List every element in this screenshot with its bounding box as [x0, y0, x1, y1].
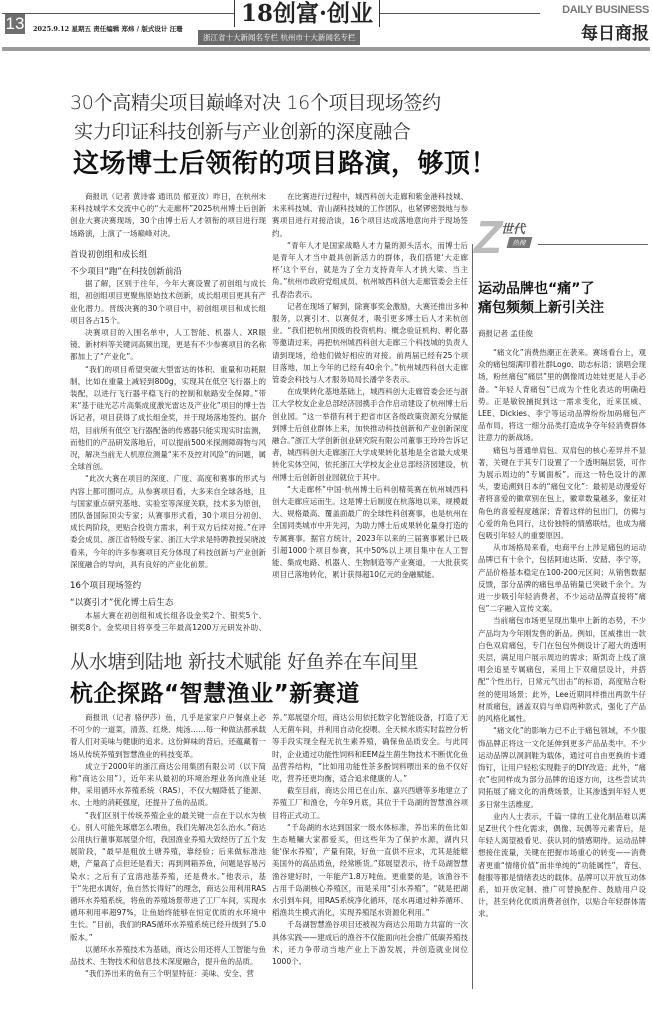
paragraph: 商报讯（记者 骆伊莎）鱼，几乎是家家户户餐桌上必不可少的一道菜，清蒸、红烧、炖汤……每一种做法都承载着人们对美味与健康的追求。这份鲜味的背后，还蕴藏着一场从传统养殖到智慧渔业的科技变革。	[70, 713, 266, 759]
paragraph: “我们的项目希望突破大型雷达的体积、重量和功耗限制，比如在重量上减轻到800g，实现其在低空飞行器上的装配，以进行飞行器平稳飞行的控制和航路安全保障。”带来“基于硅光芯片高集成度激光雷达及产业化”项目的博士告诉记者，项目获得了成长组金奖，并于现场落地签约。据介绍，目前所有低空飞行器配备的传感器只能实现实时监测，而他们的产品研发落地后，可以提前500米探测障碍物与风况，解决当前无人机原位测量“来不及控对风险”的问题，属全球首创。	[70, 364, 266, 472]
paragraph: 商报讯（记者 黄诗睿 通讯员 郁亚汝）昨日，在杭州未来科技城学术交流中心的“大走廊杯”2025杭州博士后创新创业大赛决赛现场，30个由博士后人才领衔的项目进行现场路演，上演了一场巅峰对决。	[70, 192, 266, 238]
article2-column-1	[70, 712, 266, 1022]
article2-headline: 杭企探路“智慧渔业”新赛道	[70, 681, 360, 707]
paragraph: 痛包与普通单肩包、双肩包的核心差异并不显著，关键在于其专门设置了一个透明隔层袋，可作为展示周边的“专属面板”。而这一特色设计的源头，要追溯到日本的“痛包文化”：最初是动漫爱好者将喜爱的徽章别在包上，徽章数量越多，象征对角色的喜爱程度越深；背着这样的包出门，仿佛与心爱的角色同行，这份独特的情感联结，也成为痛包吸引年轻人的重要原因。	[478, 445, 646, 541]
paragraph: “千岛湖的水达到国家一级水体标准，养出来的鱼比如生态鲢鳙大家都爱买，但这些年为了保护水源，湖内只能‘保水养殖’，产量有限，好鱼一直供不应求，尤其是能媲美国外的高品质鱼，经常断货。”郑展望表示，待千岛湖智慧渔谷建好时，一年能产1.8万吨鱼。更重要的是，该渔谷不占用千岛湖核心养殖区，而是采用“引水养殖”，“就是把湖水引到车间，用RAS系统净化循环，尾水再通过种养循环、稻渔共生模式消化，实现养殖尾水资源化利用。”	[272, 822, 468, 918]
sidebar-headline-2: 痛包频频上新引关注	[478, 300, 604, 316]
article1-column-1	[70, 191, 266, 631]
article1-headline: 这场博士后领衔的项目路演，够顶！	[73, 149, 498, 179]
paragraph: “痛文化”的影响力已不止于痛包领域，不少服饰品牌正将这一文化延伸到更多产品品类中。不少运动品牌以洞洞鞋为载体，通过可自由更换的卡通饰钉，让用户轻松实现鞋子的DIY改造；此外，“痛衣”也同样成为部分品牌的追逐方向，这些尝试共同拓展了痛文化的消费场景，让其渗透到年轻人更多日常生活维度。	[478, 726, 646, 809]
paragraph: 千岛湖智慧渔谷项目还被视为商达公用助力共富的一次具体实践——建成后的渔谷不仅能面向社会推广低碳养殖技术，还力争带动当地产业上下游发展，并创造就业岗位1000个。	[272, 920, 468, 967]
paragraph: 本届大赛在初创组和成长组各设金奖2个、银奖5个、铜奖8个。金奖项目将享受三年最高1200万元研发补助、	[70, 610, 266, 631]
article1-kicker-1: 30个高精尖项目巅峰对决 16个项目现场签约	[70, 92, 441, 114]
paragraph: 当前痛包市场更呈现出集中上新的态势，不少产品均为今年刚发售的新品。例如，匡威推出一款白色双肩痛包，专门在包包外侧设计了超大的透明夹层，满足用户展示周边的需求；斯凯奇上线了演唱会追星专属痛包，采用上下双痛层设计，并搭配“个性出行，日常元气出击”的标语，高度贴合粉丝的使用场景；此外，Lee近期同样推出两款牛仔材质痛包，涵盖双肩与单肩两种款式，强化了产品的风格化属性。	[478, 616, 646, 724]
header-rule-left	[2, 13, 234, 14]
article1-column-2	[272, 191, 468, 631]
hot-search-tag: 热搜	[507, 237, 533, 248]
paper-name-en: DAILY BUSINESS	[562, 4, 649, 16]
subheading: 16个项目现场签约	[70, 581, 142, 592]
paragraph: 成立于2000年的浙江商达公用集团有限公司（以下简称“商达公用”），近年来从最初的环境治理业务向渔业延伸，采用循环水养殖系统（RAS），不仅大幅降低了能源、水、土地的消耗强度，还提升了鱼的品质。	[70, 761, 266, 808]
paragraph: “大走廊杯”中国·杭州博士后科创精英赛在杭州城西科创大走廊应运而生。这是博士后制度在杭落地以来，规模最大、规格最高、覆盖面最广的全球性科创赛事，也是杭州在全国同类城市中开先河，为助力博士后成果转化量身打造的专属赛事。据官方统计，2023年以来的三届赛事累计已吸引超1000个项目参赛，其中50%以上项目集中在人工智能、集成电路、机器人、生物制造等产业赛道，一大批获奖项目已落地转化，累计获得超10亿元的金融赋能。	[272, 484, 468, 580]
section-title: 18创富·创业	[234, 0, 380, 27]
z-generation-logo	[474, 211, 544, 263]
header-divider	[2, 47, 650, 51]
paragraph: 在比赛进行过程中，城西科创大走廊和紫金港科技城、未来科技城、青山湖科技城的工作团队，也紧锣密鼓地与参赛项目进行对接洽谈，16个项目达成落地意向并于现场签约。	[272, 192, 468, 238]
paragraph: 在成果转化基地基础上，城西科创大走廊管委会还与浙江大学校友企业总部经济园携手合作启动建设了杭州博士后创业园。“这一举措有利于把省市区各级政策资源充分赋能到博士后创业群体上来，加快推动科技创新和产业创新深度融合。”浙江大学创新创业研究院有限公司董事王玲玲告诉记者，城西科创大走廊浙江大学成果转化基地是全省最大成果转化实体空间，依托浙江大学校友企业总部经济园建设，杭州博士后创新创业园就位于其中。	[272, 387, 468, 482]
sidebar-body	[478, 347, 646, 987]
z-letter-icon: Z	[474, 211, 503, 263]
paragraph: 业内人士表示，千篇一律的工业化制品难以满足Z世代个性化需求，偶像、玩偶等元素背后，是年轻人渴望被看见、获认同的情感期待。运动品牌想接住流量，关键在把握市场重心的转变——消费者更重“情绪价值”而非单纯的“功能属性”，背包、鞋服等都是情绪表达的载体。品牌可以开放互动体系，如开放定制、推广可替换配件、鼓励用户设计，甚至转化优质消费者创作，以贴合年轻群体需求。	[478, 811, 646, 919]
logo-text: 世代	[501, 222, 526, 236]
paper-name-cn: 每日商报	[581, 24, 649, 44]
paragraph: 记者在现场了解到，除赛事奖金激励，大赛还推出多种服务，以赛引才、以赛促才，吸引更多博士后人才来杭创业。“我们把杭州顶级的投资机构、概念验证机构、孵化器等邀请过来，再把杭州城西科创大走廊三个科技城的负责人请到现场，给他们做好相应的对接。前两届已经有25个项目落地，加上今年的已经有40余个。”杭州城西科创大走廊管委会科技与人才服务局局长潘学冬表示。	[272, 301, 468, 385]
sidebar-byline: 商报记者 孟佳俊	[478, 329, 533, 338]
subheading: 不少项目“跑”在科技创新前沿	[70, 267, 183, 278]
article1-kicker-2: 实力印证科技创新与产业创新的深度融合	[74, 121, 411, 143]
page-number: 13	[5, 14, 25, 33]
column-banner: 浙江省十大新闻名专栏 杭州市十大新闻名专栏	[198, 30, 360, 45]
paragraph: 决赛项目的入围名单中，人工智能、机器人、XR眼镜、新材料等关键词高频出现，更是有不少参赛项目的名称都加上了“产业化”。	[70, 328, 266, 362]
paragraph: “青年人才是国家战略人才力量的源头活水，而博士后是青年人才当中最具创新活力的群体，我们搭建‘大走廊杯’这个平台，就是为了全力支持青年人才挑大梁、当主角。”杭州市政府党组成员、杭州城西科创大走廊管委会主任孔春浩表示。	[272, 240, 468, 299]
paragraph: 据了解，区别于往年，今年大赛设置了初创组与成长组，初创组项目更聚焦原始技术创新，成长组项目更具有产业化潜力。晋级决赛的30个项目中，初创组项目和成长组项目各占15个。	[70, 279, 266, 325]
subheading: “以赛引才”优化博士后生态	[70, 598, 174, 609]
paragraph: “我们区别于传统养殖企业的最关键一点在于以水为核心。别人可能先琢磨怎么喂鱼，我们先解决怎么治水。”商达公用执行董事郑展望介绍，我国渔业养殖大致经历了五个发展阶段，“最早是粗放土塘养殖，靠经验；后来做标准池塘，产量高了点但还是看天；再到网箱养鱼，问题是容易污染水；之后有了宜溶池基养殖，还是费水。”他表示，基于“先把水调好，鱼自然长得好”的理念，商达公用利用RAS循环水养殖系统，将鱼的养殖场景带进了工厂车间，实现水循环利用率超97%，让鱼始终能够在恒定优质的水环境中生长。“目前，我们的RAS循环水养殖系统已经升级到了5.0版本。”	[70, 810, 266, 942]
paragraph: 以循环水养殖技术为基础，商达公用还将人工智能与鱼品技术、生物技术和信息技术深度融合，提升鱼的品质。	[70, 944, 266, 967]
paragraph: “痛文化”消费热潮正在袭来。赛场看台上，观众的痛包缀满印着社群Logo、助志标语；演唱会现场，粉丝痛包“痛层”里的偶像周边娃娃更是人手必备。“年轻人背痛包”已成为个性化表达的明确趋势。正是敏锐捕捉到这一需求变化，近来匡威、LEE、Dickies、李宁等运动品牌纷纷加码痛包产品布局，将这一细分品类打造成争夺年轻消费群体注意力的新战场。	[478, 348, 646, 443]
paragraph: “此次大赛在项目的深度、广度、高度和赛事的形式与内容上都可圈可点。从参赛项目看，大多来自全球各地，且与国家重点研究基地、实验室等深度关联，技术多为原创，团队备国际顶尖专家；从赛事形式看，30个项目分初创、成长两阶段，更贴合投资方需求，利于双方后续对接。”在评委会成员、浙江省特级专家、浙江大学求是特聘教授吴晓波看来，今年的许多参赛项目充分体现了科技创新与产业创新深度融合的导向，具有良好的产业化前景。	[70, 474, 266, 569]
paragraph: 养。”郑展望介绍，商达公用依托数字化智能设备，打造了无人无菌车间，并利用自动化投喂、全天候水质实时监控分析等手段实现全程无抗生素养殖，确保鱼品质安全。与此同时，企业通过功能性饲料和EEM益生菌生物技术不断优化鱼品营养结构，“比如用功能性茶多酚饲料喂出来的鱼不仅好吃，营养还更均衡，适合追求健康的人。”	[272, 713, 468, 784]
article2-column-2	[272, 712, 468, 1022]
subheading: 首设初创组和成长组	[70, 249, 148, 260]
dateline: 2025.9.12 星期五 责任编辑 郑炜 / 版式设计 汪珊	[33, 25, 183, 33]
paragraph: “我们养出来的鱼有三个明显特征：美味、安全、营	[85, 969, 254, 979]
article2-kicker: 从水塘到陆地 新技术赋能 好鱼养在车间里	[70, 651, 419, 673]
sidebar-border-left	[472, 244, 473, 989]
sidebar-headline-1: 运动品牌也“痛”了	[478, 281, 595, 297]
paragraph: 从市场格局来看，电商平台上涉足痛包的运动品牌已有十余个，包括阿迪达斯、安踏、李宁等，产品价格基本稳定在100-200元区间；从销售数据反馈，部分品牌的痛包单品销量已突破千余个。为进一步吸引年轻消费者，不少运动品牌直接将“痛包”二字融入宣传文案。	[478, 543, 646, 614]
sidebar-border-top	[538, 244, 648, 245]
paragraph: 截至目前，商达公用已在山东、嘉兴西塘等多地建立了养殖工厂和渔仓，今年9月底，其位于千岛湖的智慧渔谷项目将正式动工。	[272, 786, 468, 820]
